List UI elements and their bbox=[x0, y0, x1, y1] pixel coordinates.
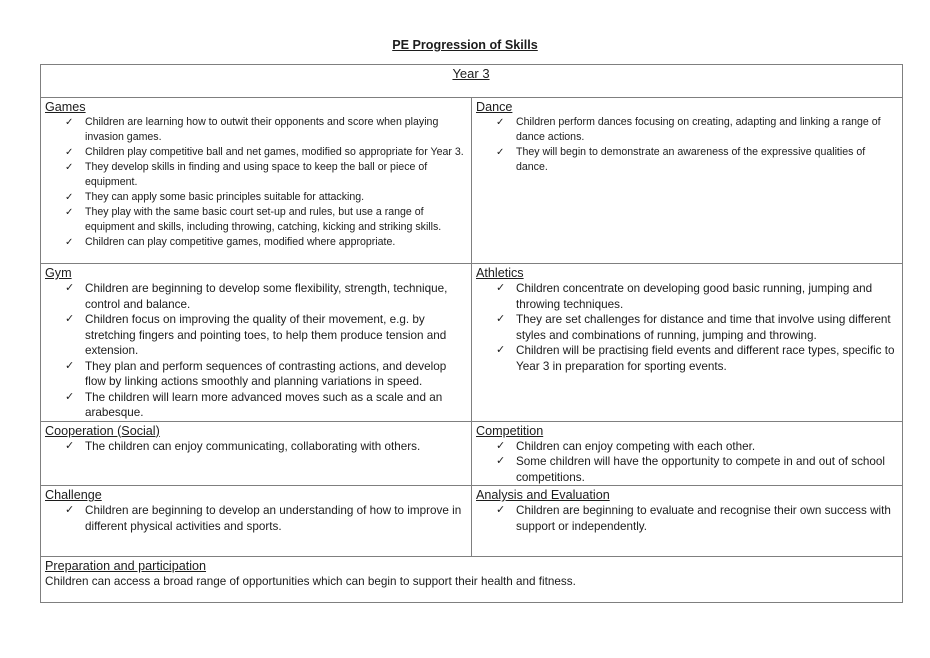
section-games bbox=[41, 98, 472, 264]
bullet-list bbox=[45, 439, 466, 455]
section-heading-analysis-evaluation: Analysis and Evaluation bbox=[476, 488, 610, 502]
bullet-text: Children concentrate on developing good basic running, jumping and throwing techniques. bbox=[516, 282, 873, 311]
bullet-text: Children play competitive ball and net games, modified so appropriate for Year 3. bbox=[85, 146, 464, 158]
section-gym bbox=[41, 264, 472, 422]
check-icon: ✓ bbox=[65, 192, 74, 203]
skills-table bbox=[40, 64, 903, 603]
bullet-text: Children will be practising field events and different race types, specific to Year 3 in preparation for sporting events. bbox=[516, 344, 895, 373]
bullet-text: They plan and perform sequences of contrasting actions, and develop flow by linking actions smoothly and planning variations in speed. bbox=[85, 359, 447, 388]
table-row bbox=[41, 98, 903, 264]
list-item bbox=[476, 343, 897, 374]
bullet-text: Children perform dances focusing on creating, adapting and linking a range of dance actions. bbox=[516, 116, 881, 143]
bullet-text: The children will learn more advanced moves such as a scale and an arabesque. bbox=[85, 390, 443, 419]
check-icon: ✓ bbox=[496, 504, 506, 516]
list-item bbox=[45, 359, 466, 390]
check-icon: ✓ bbox=[496, 344, 506, 356]
section-heading-preparation: Preparation and participation bbox=[45, 559, 207, 573]
section-heading-challenge: Challenge bbox=[45, 488, 102, 502]
bullet-list bbox=[476, 281, 897, 374]
bullet-list bbox=[45, 115, 466, 250]
section-cooperation bbox=[41, 421, 472, 486]
bullet-text: They will begin to demonstrate an awareness of the expressive qualities of dance. bbox=[516, 146, 866, 173]
check-icon: ✓ bbox=[65, 207, 74, 218]
list-item bbox=[476, 503, 897, 534]
section-athletics bbox=[472, 264, 903, 422]
table-row bbox=[41, 421, 903, 486]
bullet-text: The children can enjoy communicating, collaborating with others. bbox=[85, 439, 421, 453]
check-icon: ✓ bbox=[65, 282, 75, 294]
list-item bbox=[45, 312, 466, 359]
bullet-text: They are set challenges for distance and time that involve using different styles and combinations of running, jumping and throwing. bbox=[516, 313, 891, 342]
check-icon: ✓ bbox=[65, 313, 75, 325]
list-item bbox=[45, 439, 466, 455]
list-item bbox=[476, 454, 897, 485]
bullet-text: They develop skills in finding and using space to keep the ball or piece of equipment. bbox=[85, 161, 428, 188]
year-header: Year 3 bbox=[452, 66, 490, 81]
check-icon: ✓ bbox=[496, 147, 505, 158]
bullet-list bbox=[45, 503, 466, 534]
check-icon: ✓ bbox=[65, 439, 75, 452]
check-icon: ✓ bbox=[65, 147, 74, 158]
year-header-row bbox=[41, 65, 903, 98]
section-analysis-evaluation bbox=[472, 486, 903, 557]
bullet-text: Children focus on improving the quality of their movement, e.g. by stretching fingers and pointing toes, to help them produce tension and extension. bbox=[85, 313, 447, 357]
list-item bbox=[45, 235, 466, 250]
section-heading-games: Games bbox=[45, 100, 86, 114]
bullet-text: Children can play competitive games, modified where appropriate. bbox=[85, 236, 396, 248]
list-item bbox=[45, 190, 466, 205]
footer-row bbox=[41, 557, 903, 603]
section-heading-athletics: Athletics bbox=[476, 266, 524, 280]
check-icon: ✓ bbox=[496, 117, 505, 128]
bullet-list bbox=[476, 439, 897, 486]
bullet-text: Some children will have the opportunity to compete in and out of school competitions. bbox=[516, 455, 886, 484]
section-heading-competition: Competition bbox=[476, 423, 544, 438]
check-icon: ✓ bbox=[65, 359, 75, 372]
check-icon: ✓ bbox=[65, 390, 75, 403]
check-icon: ✓ bbox=[65, 117, 74, 128]
check-icon: ✓ bbox=[496, 439, 506, 452]
bullet-list bbox=[476, 503, 897, 534]
footer-text: Children can access a broad range of opportunities which can begin to support their health and fitness. bbox=[45, 575, 576, 588]
list-item bbox=[476, 145, 897, 175]
list-item bbox=[45, 160, 466, 190]
section-challenge bbox=[41, 486, 472, 557]
bullet-list bbox=[45, 281, 466, 421]
bullet-text: Children can enjoy competing with each other. bbox=[516, 439, 756, 453]
section-competition bbox=[472, 421, 903, 486]
section-heading-gym: Gym bbox=[45, 266, 72, 280]
section-heading-cooperation: Cooperation (Social) bbox=[45, 423, 160, 438]
check-icon: ✓ bbox=[496, 313, 506, 325]
bullet-text: Children are beginning to develop some flexibility, strength, technique, control and balance. bbox=[85, 282, 448, 311]
check-icon: ✓ bbox=[65, 162, 74, 173]
page-title: PE Progression of Skills bbox=[392, 38, 538, 52]
bullet-text: Children are beginning to develop an understanding of how to improve in different physical activities and sports. bbox=[85, 504, 462, 533]
bullet-list bbox=[476, 115, 897, 175]
check-icon: ✓ bbox=[65, 504, 75, 516]
section-heading-dance: Dance bbox=[476, 100, 513, 114]
list-item bbox=[476, 281, 897, 312]
list-item bbox=[45, 390, 466, 421]
bullet-text: Children are learning how to outwit their opponents and score when playing invasion games. bbox=[85, 116, 439, 143]
check-icon: ✓ bbox=[496, 455, 506, 467]
table-row bbox=[41, 486, 903, 557]
bullet-text: Children are beginning to evaluate and recognise their own success with support or independently. bbox=[516, 504, 891, 533]
table-row bbox=[41, 264, 903, 422]
list-item bbox=[45, 281, 466, 312]
list-item bbox=[476, 115, 897, 145]
list-item bbox=[45, 115, 466, 145]
section-dance bbox=[472, 98, 903, 264]
bullet-text: They play with the same basic court set-up and rules, but use a range of equipment and skills, including throwing, catching, kicking and striking skills. bbox=[85, 206, 442, 233]
year-header-cell bbox=[41, 65, 903, 98]
bullet-text: They can apply some basic principles suitable for attacking. bbox=[85, 191, 365, 203]
check-icon: ✓ bbox=[65, 237, 74, 248]
section-preparation-participation bbox=[41, 557, 903, 603]
list-item bbox=[476, 439, 897, 455]
list-item bbox=[45, 145, 466, 160]
list-item bbox=[45, 205, 466, 235]
list-item bbox=[45, 503, 466, 534]
list-item bbox=[476, 312, 897, 343]
check-icon: ✓ bbox=[496, 282, 506, 294]
